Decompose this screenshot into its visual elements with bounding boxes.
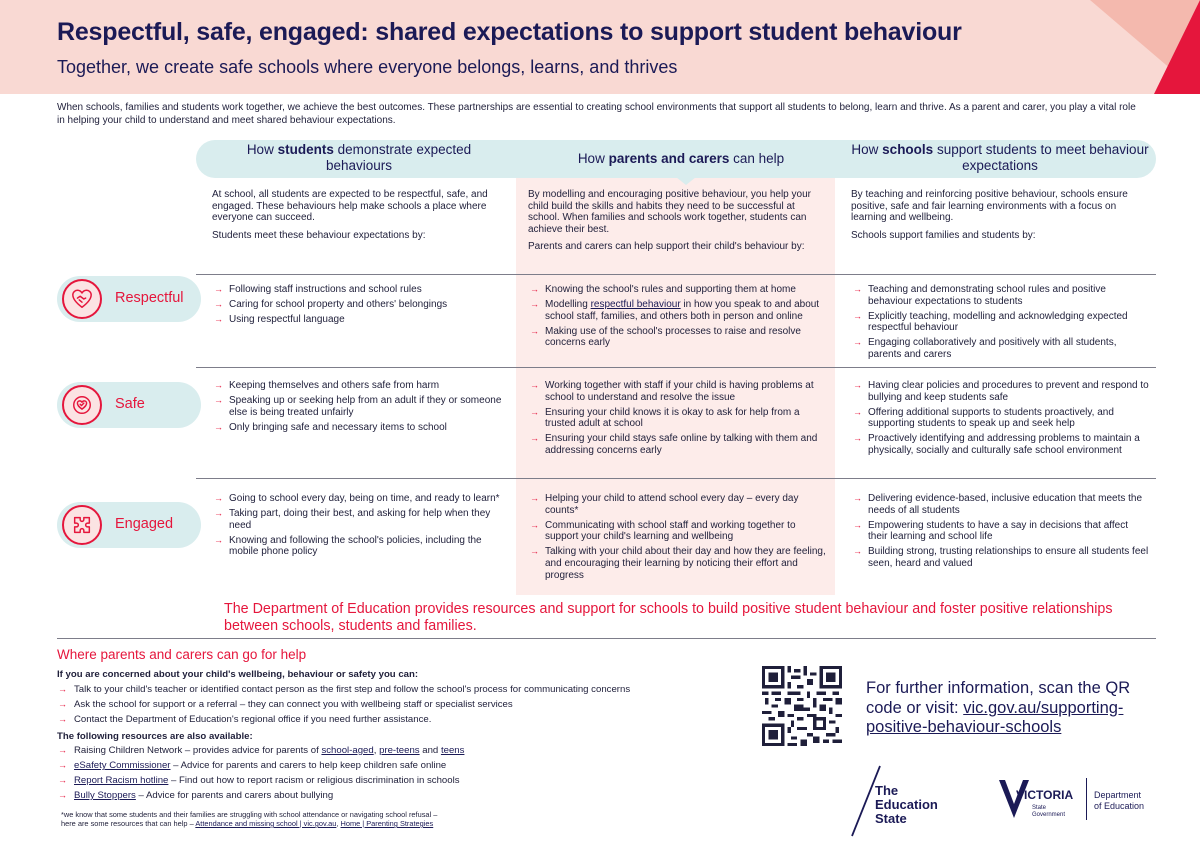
list-item: → Teaching and demonstrating school rules and positive behaviour expectations to students — [851, 284, 1149, 307]
list-item: → Proactively identifying and addressing problems to maintain a physically, socially and culturally safe school environment — [851, 433, 1149, 456]
report-racism-link[interactable]: Report Racism hotline — [74, 775, 169, 786]
list-item: → Ensuring your child stays safe online by talking with them and addressing concerns early — [528, 433, 830, 456]
respectful-students-list — [212, 284, 502, 329]
logo-text: The — [875, 783, 899, 798]
list-item: → Knowing the school's rules and supporting them at home — [528, 284, 830, 296]
resource-separator: and — [419, 745, 441, 756]
list-item — [57, 790, 747, 801]
list-item: → Engaging collaboratively and positively with all students, parents and carers — [851, 337, 1149, 360]
resources-heading: The following resources are also available: — [57, 731, 253, 742]
help-section-title: Where parents and carers can go for help — [57, 647, 307, 662]
section-divider — [57, 638, 1156, 639]
qr-code[interactable] — [762, 666, 842, 746]
list-item: → Building strong, trusting relationships to ensure all students feel seen, heard and valued — [851, 546, 1149, 569]
column-heading-schools: How schools support students to meet behaviour expectations — [851, 142, 1149, 173]
list-item: → Empowering students to have a say in decisions that affect their learning and school life — [851, 520, 1149, 543]
logo-text: State — [875, 811, 907, 826]
list-item: → Keeping themselves and others safe from harm — [212, 380, 502, 392]
list-item: → Having clear policies and procedures to prevent and respond to bullying and keep students safe — [851, 380, 1149, 403]
row-divider — [196, 274, 1156, 275]
safe-parents-list — [528, 380, 830, 460]
list-item: → Caring for school property and others' belongings — [212, 299, 502, 311]
list-item: → Taking part, doing their best, and asking for help when they need — [212, 508, 502, 531]
list-item: → Ensuring your child knows it is okay to ask for help from a trusted adult at school — [528, 407, 830, 430]
victoria-wordmark: VICTORIA — [1016, 788, 1074, 802]
column-intro-students — [212, 189, 507, 247]
logo-text: Department — [1094, 790, 1142, 800]
logo-text: Education — [875, 797, 938, 812]
intro-paragraph: When schools, families and students work together, we achieve the best outcomes. These partnerships are essential to creating school environments that support all students to belong, learn and thrive. As a parent and carer, you play a vital role in helping your child to understand and meet shared behaviour expectations. — [57, 102, 1136, 126]
help-concerned-heading: If you are concerned about your child's wellbeing, behaviour or safety you can: — [57, 669, 419, 680]
help-steps-list — [57, 684, 747, 729]
shield-check-icon — [62, 385, 102, 425]
attendance-link[interactable]: Attendance and missing school | vic.gov.au — [195, 819, 337, 828]
column-intro-lead: Parents and carers can help support their child's behaviour by: — [528, 241, 805, 253]
list-item: → Using respectful language — [212, 314, 502, 326]
page-title: Respectful, safe, engaged: shared expectations to support student behaviour — [57, 18, 962, 46]
page-subtitle: Together, we create safe schools where everyone belongs, learns, and thrives — [57, 57, 678, 77]
bully-stoppers-link[interactable]: Bully Stoppers — [74, 790, 136, 801]
victoria-government-logo — [998, 778, 1088, 820]
footnote-text: here are some resources that can help – — [61, 819, 196, 828]
list-item: → Modelling respectful behaviour in how you speak to and about school staff, families, and others both in person and online — [528, 299, 830, 322]
list-item: → Following staff instructions and school rules — [212, 284, 502, 296]
column-intro-text: By teaching and reinforcing positive behaviour, schools ensure positive, safe and fair learning environments with a focus on learning and wellbeing. — [851, 189, 1128, 224]
further-info-link[interactable]: vic.gov.au/supporting-positive-behaviour-schools — [866, 698, 1124, 736]
logo-text: of Education — [1094, 801, 1145, 811]
column-intro-lead: Students meet these behaviour expectations by: — [212, 229, 426, 241]
handshake-heart-icon — [62, 279, 102, 319]
list-item: → Knowing and following the school's policies, including the mobile phone policy — [212, 535, 502, 558]
department-statement: The Department of Education provides resources and support for schools to build positive student behaviour and foster positive relationships between schools, students and families. — [224, 601, 1113, 634]
further-info-text: For further information, scan the QR code or visit: — [866, 679, 1131, 717]
footnote-separator: , — [336, 819, 341, 828]
list-item: → Contact the Department of Education's regional office if you need further assistance. — [57, 714, 747, 725]
list-item: → Ask the school for support or a referral – they can connect you with wellbeing staff or specialist services — [57, 699, 747, 710]
footnote — [61, 810, 531, 828]
respectful-behaviour-link[interactable]: respectful behaviour — [590, 299, 681, 311]
list-item: → Making use of the school's processes to raise and resolve concerns early — [528, 326, 830, 349]
resource-text: – Advice for parents and carers to help keep children safe online — [170, 760, 447, 771]
school-aged-link[interactable]: school-aged — [321, 745, 374, 756]
list-item: → Talking with your child about their day and how they are feeling, and encouraging their learning by noticing their effort and progress — [528, 546, 830, 581]
row-label-safe — [57, 382, 201, 428]
footnote-line: *we know that some students and their families are struggling with school attendance or navigating school refusal – — [61, 810, 438, 819]
parenting-strategies-link[interactable]: Home | Parenting Strategies — [340, 819, 434, 828]
column-intro-text: By modelling and encouraging positive behaviour, you help your child build the skills and habits they need to be successful at school. When families and schools work together, students can achieve their best. — [528, 189, 811, 235]
list-item: → Delivering evidence-based, inclusive education that meets the needs of all students — [851, 493, 1149, 516]
column-heading-parents: How parents and carers can help — [577, 151, 785, 166]
teens-link[interactable]: teens — [440, 745, 465, 756]
header-accent-triangle — [1154, 0, 1200, 94]
list-item: → Speaking up or seeking help from an adult if they or someone else is being treated unfairly — [212, 395, 502, 418]
row-label-engaged — [57, 502, 201, 548]
resource-text: Raising Children Network – provides advice for parents of — [74, 745, 322, 756]
department-of-education-wordmark — [1094, 790, 1144, 812]
engaged-students-list — [212, 493, 502, 561]
list-item: → Communicating with school staff and working together to support your child's learning and wellbeing — [528, 520, 830, 543]
list-item: → Only bringing safe and necessary items to school — [212, 422, 502, 434]
list-item: → Helping your child to attend school every day – every day counts* — [528, 493, 830, 516]
victoria-government-text: Government — [1032, 812, 1066, 818]
resource-text: – Find out how to report racism or religious discrimination in schools — [168, 775, 460, 786]
respectful-schools-list — [851, 284, 1149, 364]
list-item: → Working together with staff if your child is having problems at school to understand and resolve the issue — [528, 380, 830, 403]
victoria-state-text: State — [1032, 805, 1047, 811]
engaged-schools-list — [851, 493, 1149, 573]
further-info — [866, 679, 1166, 738]
list-item: → Going to school every day, being on time, and ready to learn* — [212, 493, 502, 505]
respectful-parents-list — [528, 284, 830, 352]
resource-separator: , — [373, 745, 380, 756]
header-banner — [0, 0, 1200, 94]
list-item — [57, 760, 747, 771]
footnote-line — [61, 819, 531, 828]
row-label-text: Safe — [115, 396, 145, 412]
column-intro-lead: Schools support families and students by: — [851, 229, 1036, 241]
list-item: → Talk to your child's teacher or identified contact person as the first step and follow the school's process for communicating concerns — [57, 684, 747, 695]
row-divider — [196, 367, 1156, 368]
safe-schools-list — [851, 380, 1149, 460]
engaged-parents-list — [528, 493, 830, 585]
list-item: → Offering additional supports to students proactively, and supporting students to speak up and seek help — [851, 407, 1149, 430]
pre-teens-link[interactable]: pre-teens — [379, 745, 420, 756]
row-label-respectful — [57, 276, 201, 322]
education-state-wordmark — [875, 784, 938, 826]
list-item — [57, 775, 747, 786]
resource-text: – Advice for parents and carers about bullying — [135, 790, 334, 801]
list-item — [57, 745, 747, 756]
esafety-link[interactable]: eSafety Commissioner — [74, 760, 171, 771]
column-intro-schools — [851, 189, 1146, 247]
row-divider — [196, 478, 1156, 479]
column-intro-parents — [528, 189, 828, 259]
parents-column-pointer — [676, 177, 696, 185]
row-label-text: Respectful — [115, 290, 184, 306]
column-intro-text: At school, all students are expected to be respectful, safe, and engaged. These behaviours help make schools a place where everyone can succeed. — [212, 189, 488, 224]
resources-list — [57, 745, 747, 805]
row-label-text: Engaged — [115, 516, 174, 532]
column-heading-students: How students demonstrate expected behaviours — [246, 142, 472, 173]
logo-separator — [1086, 778, 1087, 820]
puzzle-icon — [62, 505, 102, 545]
list-item: → Explicitly teaching, modelling and acknowledging expected respectful behaviour — [851, 311, 1149, 334]
safe-students-list — [212, 380, 502, 437]
